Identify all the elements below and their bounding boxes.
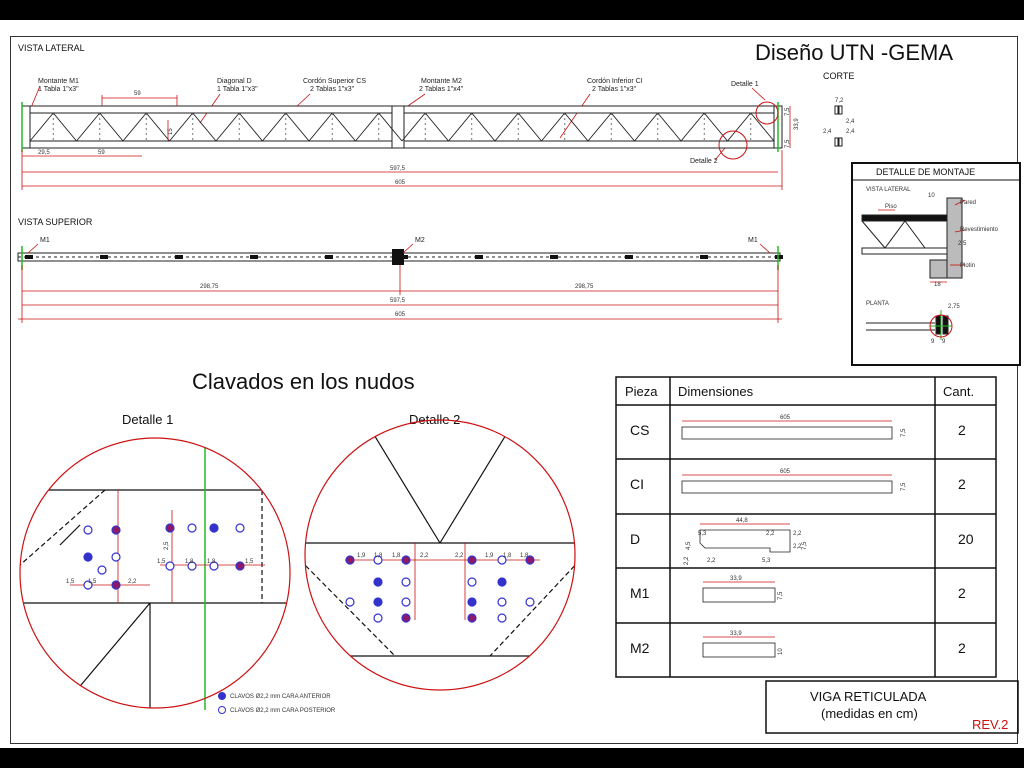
table-header-dimensiones: Dimensiones xyxy=(678,384,754,399)
titleblock-rev: REV.2 xyxy=(972,717,1009,732)
truss-diagonal xyxy=(146,113,169,141)
corte-d3: 2,4 xyxy=(846,129,855,135)
top-view-block xyxy=(250,255,258,259)
part-m1-spec: 1 Tabla 1"x3" xyxy=(38,86,79,93)
table-rows xyxy=(630,415,974,657)
titleblock-units: (medidas en cm) xyxy=(821,706,918,721)
d-e: 2,2 xyxy=(793,531,802,537)
nail-marker xyxy=(374,614,382,622)
piece-width: 7,5 xyxy=(901,428,907,437)
d2-e: 2,2 xyxy=(455,553,464,559)
truss-lateral xyxy=(22,106,782,148)
part-d-spec: 1 Tabla 1"x3" xyxy=(217,86,258,93)
d2-g: 1,8 xyxy=(503,553,512,559)
nail-marker xyxy=(498,614,506,622)
montaje-piso: Piso xyxy=(885,204,897,210)
top-m1-right: M1 xyxy=(748,237,758,244)
dim-height: 33,9 xyxy=(794,118,800,130)
table-header-pieza: Pieza xyxy=(625,384,658,399)
d-a: 5,3 xyxy=(698,531,707,537)
truss-diagonal xyxy=(309,113,332,141)
legend-anterior: CLAVOS Ø2,2 mm CARA ANTERIOR xyxy=(230,694,331,700)
drawing-sheet xyxy=(0,20,1024,748)
truss-diagonal xyxy=(216,113,239,141)
nail-marker xyxy=(84,553,92,561)
d-f: 4,5 xyxy=(686,541,692,550)
nail-marker xyxy=(98,566,106,574)
nail-marker xyxy=(402,556,410,564)
d1-c: 1,5 xyxy=(157,559,166,565)
top-view-block xyxy=(700,255,708,259)
nail-marker xyxy=(112,553,120,561)
detail2-callout: Detalle 2 xyxy=(690,158,718,165)
part-m1-name: Montante M1 xyxy=(38,78,79,85)
top-view-block xyxy=(100,255,108,259)
nail-marker xyxy=(236,524,244,532)
d1-g: 1,8 xyxy=(207,559,216,565)
part-ci-name: Cordón Inferior CI xyxy=(587,78,643,85)
montaje-pared: Pared xyxy=(960,200,977,206)
montaje-heading: DETALLE DE MONTAJE xyxy=(876,167,976,177)
dim-first: 29,5 xyxy=(38,150,50,156)
dim-panel2: 59 xyxy=(98,150,105,156)
corte-d2: 2,4 xyxy=(823,129,832,135)
montaje-plotin: Plotin xyxy=(960,263,976,269)
piece-length: 33,9 xyxy=(730,576,742,582)
nail-marker xyxy=(374,578,382,586)
truss-diagonal xyxy=(611,113,634,141)
corte-d1: 7,2 xyxy=(835,98,844,104)
d2-h: 1,8 xyxy=(520,553,529,559)
piece-length: 33,9 xyxy=(730,631,742,637)
nail-marker xyxy=(112,581,120,589)
top-view-block xyxy=(25,255,33,259)
table-header-cant: Cant. xyxy=(943,384,975,399)
montaje-planta: PLANTA xyxy=(866,301,889,307)
table-row xyxy=(630,415,966,439)
lateral-heading: VISTA LATERAL xyxy=(18,43,85,53)
montaje-lateral: VISTA LATERAL xyxy=(866,187,911,193)
part-d-name: Diagonal D xyxy=(217,78,252,85)
drawing-title: Diseño UTN -GEMA xyxy=(755,40,954,65)
truss-diagonal xyxy=(751,113,774,141)
truss-diagonal xyxy=(402,113,425,141)
nail-marker xyxy=(498,598,506,606)
truss-diagonal xyxy=(53,113,76,141)
montaje-d25: 2,5 xyxy=(958,241,967,247)
truss-diagonal xyxy=(286,113,309,141)
top-view-block xyxy=(175,255,183,259)
nail-marker xyxy=(84,526,92,534)
truss-diagonal xyxy=(30,113,53,141)
truss-diagonal xyxy=(123,113,146,141)
parts-table xyxy=(616,377,996,677)
nail-marker xyxy=(402,578,410,586)
nudos-detalle1: Detalle 1 xyxy=(122,412,174,427)
nail-marker xyxy=(402,614,410,622)
montaje-d275: 2,75 xyxy=(948,304,960,310)
top-view-block xyxy=(550,255,558,259)
drawing-canvas xyxy=(0,20,1024,748)
top-m2: M2 xyxy=(415,237,425,244)
nail-marker xyxy=(166,562,174,570)
d1-e: 1,5 xyxy=(88,579,97,585)
d2-a: 1,9 xyxy=(357,553,366,559)
d-d: 5,3 xyxy=(762,558,771,564)
table-cell-piece: D xyxy=(630,531,641,547)
table-cell-piece: CS xyxy=(630,422,650,438)
part-m2-name: Montante M2 xyxy=(421,78,462,85)
d-g: 2,2 xyxy=(793,544,802,550)
titleblock-name: VIGA RETICULADA xyxy=(810,689,927,704)
nail-marker xyxy=(210,524,218,532)
table-cell-piece: M2 xyxy=(630,640,650,656)
detail2-circle xyxy=(300,420,580,690)
piece-outline xyxy=(682,481,892,493)
dim-half2: 298,75 xyxy=(575,284,594,290)
nail-marker xyxy=(468,578,476,586)
nudos-detalle2: Detalle 2 xyxy=(409,412,461,427)
nail-marker xyxy=(526,598,534,606)
d-b: 2,2 xyxy=(766,531,775,537)
table-cell-qty: 2 xyxy=(958,585,966,601)
montaje-b: 9 xyxy=(942,339,946,345)
detail1-nails xyxy=(84,524,244,589)
top-m1-left: M1 xyxy=(40,237,50,244)
truss-diagonal xyxy=(100,113,123,141)
d1-f: 1,8 xyxy=(185,559,194,565)
piece-width: 7,5 xyxy=(901,482,907,491)
corte-heading: CORTE xyxy=(823,71,855,81)
d1-a: 1,5 xyxy=(66,579,75,585)
detail2-nails xyxy=(346,556,534,622)
legend-posterior: CLAVOS Ø2,2 mm CARA POSTERIOR xyxy=(230,708,336,714)
truss-diagonal xyxy=(332,113,355,141)
table-cell-qty: 2 xyxy=(958,476,966,492)
part-cs-spec: 2 Tablas 1"x3" xyxy=(310,86,355,93)
table-cell-qty: 20 xyxy=(958,531,974,547)
truss-diagonal xyxy=(263,113,286,141)
top-view-block xyxy=(475,255,483,259)
piece-width: 7,5 xyxy=(778,591,784,600)
truss-diagonal xyxy=(449,113,472,141)
part-cs-name: Cordón Superior CS xyxy=(303,78,367,85)
table-row xyxy=(630,576,966,602)
nail-marker xyxy=(402,598,410,606)
truss-diagonal xyxy=(588,113,611,141)
truss-diagonal xyxy=(658,113,681,141)
piece-d-drawing xyxy=(700,530,790,552)
d1-h: 2,5 xyxy=(164,541,170,550)
nail-marker xyxy=(468,598,476,606)
table-row xyxy=(630,631,966,657)
top-view-block xyxy=(775,255,783,259)
top-view-block xyxy=(625,255,633,259)
nail-marker xyxy=(468,614,476,622)
top-view-block xyxy=(325,255,333,259)
dim-top-605: 605 xyxy=(395,312,406,318)
nail-marker xyxy=(468,556,476,564)
piece-length: 605 xyxy=(780,469,791,475)
d-c: 2,2 xyxy=(707,558,716,564)
truss-diagonal xyxy=(635,113,658,141)
montaje-d10: 10 xyxy=(928,193,935,199)
nail-marker xyxy=(374,598,382,606)
nail-marker xyxy=(188,524,196,532)
piece-width: 10 xyxy=(778,648,784,655)
d-width: 7,5 xyxy=(802,541,808,550)
part-m2-spec: 2 Tablas 1"x4" xyxy=(419,86,464,93)
table-row xyxy=(630,469,966,493)
dim-lateral-605: 605 xyxy=(395,180,406,186)
d1-b: 2,2 xyxy=(128,579,137,585)
montaje-a: 9 xyxy=(931,339,935,345)
legend-hollow-icon xyxy=(219,707,226,714)
superior-heading: VISTA SUPERIOR xyxy=(18,217,93,227)
truss-diagonal xyxy=(356,113,379,141)
nail-marker xyxy=(236,562,244,570)
truss-diagonal xyxy=(239,113,262,141)
truss-diagonal xyxy=(425,113,448,141)
nudos-heading: Clavados en los nudos xyxy=(192,369,415,394)
nail-marker xyxy=(166,524,174,532)
d-h: 2,2 xyxy=(684,556,690,565)
truss-diagonal xyxy=(728,113,751,141)
dim-lateral-5975: 597,5 xyxy=(390,166,406,172)
dim-h3: 15 xyxy=(168,128,174,135)
d2-b: 1,8 xyxy=(374,553,383,559)
nail-legend xyxy=(219,693,336,715)
table-cell-piece: M1 xyxy=(630,585,650,601)
truss-diagonal xyxy=(495,113,518,141)
table-cell-piece: CI xyxy=(630,476,644,492)
truss-diagonal xyxy=(170,113,193,141)
legend-filled-icon xyxy=(219,693,226,700)
table-cell-qty: 2 xyxy=(958,640,966,656)
truss-diagonal xyxy=(704,113,727,141)
montaje-d18: 18 xyxy=(934,282,941,288)
truss-diagonal xyxy=(77,113,100,141)
piece-outline xyxy=(703,643,775,657)
truss-diagonal xyxy=(518,113,541,141)
dim-panel: 59 xyxy=(134,91,141,97)
d-length: 44,8 xyxy=(736,518,748,524)
nail-marker xyxy=(112,526,120,534)
d2-f: 1,9 xyxy=(485,553,494,559)
part-ci-spec: 2 Tablas 1"x3" xyxy=(592,86,637,93)
dim-h1: 7,5 xyxy=(785,107,791,116)
detail1-circle xyxy=(20,438,290,710)
truss-diagonal xyxy=(472,113,495,141)
nail-marker xyxy=(346,598,354,606)
nail-marker xyxy=(346,556,354,564)
dim-h2: 7,5 xyxy=(785,139,791,148)
corte-d4: 2,4 xyxy=(846,119,855,125)
piece-length: 605 xyxy=(780,415,791,421)
detail1-callout: Detalle 1 xyxy=(731,81,759,88)
top-view-m2-block xyxy=(392,249,404,265)
dim-half1: 298,75 xyxy=(200,284,219,290)
truss-diagonal xyxy=(565,113,588,141)
d2-d: 2,2 xyxy=(420,553,429,559)
piece-outline xyxy=(703,588,775,602)
d1-d: 1,5 xyxy=(245,559,254,565)
nail-marker xyxy=(498,578,506,586)
table-cell-qty: 2 xyxy=(958,422,966,438)
piece-outline xyxy=(682,427,892,439)
d2-c: 1,8 xyxy=(392,553,401,559)
truss-diagonal xyxy=(681,113,704,141)
montaje-revestimiento: Revestimiento xyxy=(960,227,999,233)
corte-section xyxy=(835,106,842,146)
dim-top-5975: 597,5 xyxy=(390,298,406,304)
